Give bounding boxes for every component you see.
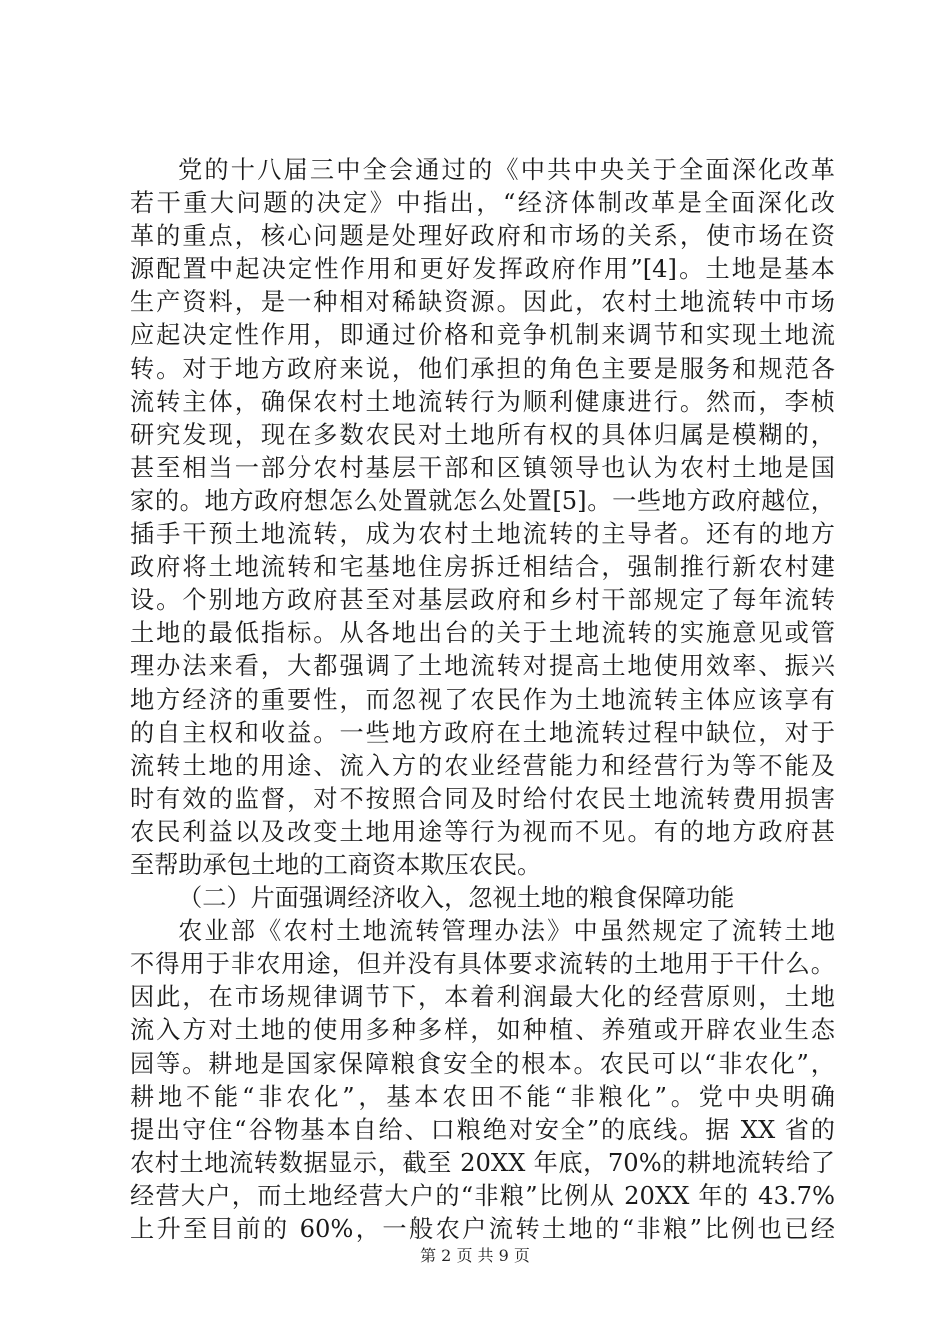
text-line: 提出守住“谷物基本自给、口粮绝对安全”的底线。据 XX 省的 (130, 1115, 835, 1144)
text-line: 党的十八届三中全会通过的《中共中央关于全面深化改革 (178, 156, 835, 184)
text-line: 甚至相当一部分农村基层干部和区镇领导也认为农村土地是国 (130, 453, 835, 482)
text-line: 插手干预土地流转，成为农村土地流转的主导者。还有的地方 (130, 520, 835, 549)
text-line: 若干重大问题的决定》中指出，“经济体制改革是全面深化改 (130, 189, 835, 218)
text-line: 生产资料，是一种相对稀缺资源。因此，农村土地流转中市场 (130, 288, 835, 317)
text-line: 的自主权和收益。一些地方政府在土地流转过程中缺位，对于 (130, 718, 835, 747)
text-line: 经营大户，而土地经营大户的“非粮”比例从 20XX 年的 43.7% (130, 1181, 835, 1210)
text-line: 耕地不能“非农化”，基本农田不能“非粮化”。党中央明确 (130, 1082, 835, 1111)
text-line: 农业部《农村土地流转管理办法》中虽然规定了流转土地 (178, 917, 835, 946)
text-line: 流入方对土地的使用多种多样，如种植、养殖或开辟农业生态 (130, 1016, 835, 1045)
text-line: 土地的最低指标。从各地出台的关于土地流转的实施意见或管 (130, 619, 835, 648)
text-line: 转。对于地方政府来说，他们承担的角色主要是服务和规范各 (130, 354, 835, 383)
text-line: 革的重点，核心问题是处理好政府和市场的关系，使市场在资 (130, 222, 835, 251)
text-line: 流转主体，确保农村土地流转行为顺利健康进行。然而，李桢 (130, 387, 835, 416)
text-line: 不得用于非农用途，但并没有具体要求流转的土地用于干什么。 (130, 950, 835, 979)
text-line: 研究发现，现在多数农民对土地所有权的具体归属是模糊的， (130, 420, 835, 449)
text-line: 政府将土地流转和宅基地住房拆迁相结合，强制推行新农村建 (130, 553, 835, 582)
section-heading: （二）片面强调经济收入，忽视土地的粮食保障功能 (178, 884, 735, 913)
text-line: 园等。耕地是国家保障粮食安全的根本。农民可以“非农化”， (130, 1049, 835, 1078)
body-text (130, 154, 835, 1246)
text-line: 至帮助承包土地的工商资本欺压农民。 (130, 850, 542, 879)
text-line: 时有效的监督，对不按照合同及时给付农民土地流转费用损害 (130, 784, 835, 813)
text-line: 因此，在市场规律调节下，本着利润最大化的经营原则，土地 (130, 983, 835, 1012)
text-line: 理办法来看，大都强调了土地流转对提高土地使用效率、振兴 (130, 652, 835, 681)
text-line: 流转土地的用途、流入方的农业经营能力和经营行为等不能及 (130, 751, 835, 780)
text-line: 应起决定性作用，即通过价格和竞争机制来调节和实现土地流 (130, 321, 835, 350)
text-line: 设。个别地方政府甚至对基层政府和乡村干部规定了每年流转 (130, 586, 835, 615)
text-line: 农民利益以及改变土地用途等行为视而不见。有的地方政府甚 (130, 817, 835, 846)
text-line: 源配置中起决定性作用和更好发挥政府作用”[4]。土地是基本 (130, 255, 835, 284)
text-line: 家的。地方政府想怎么处置就怎么处置[5]。一些地方政府越位， (130, 486, 835, 515)
page-footer: 第 2 页 共 9 页 (420, 1246, 530, 1265)
text-line: 农村土地流转数据显示，截至 20XX 年底，70%的耕地流转给了 (130, 1148, 835, 1177)
text-line: 地方经济的重要性，而忽视了农民作为土地流转主体应该享有 (130, 685, 835, 714)
text-line: 上升至目前的 60%，一般农户流转土地的“非粮”比例也已经 (130, 1215, 835, 1243)
